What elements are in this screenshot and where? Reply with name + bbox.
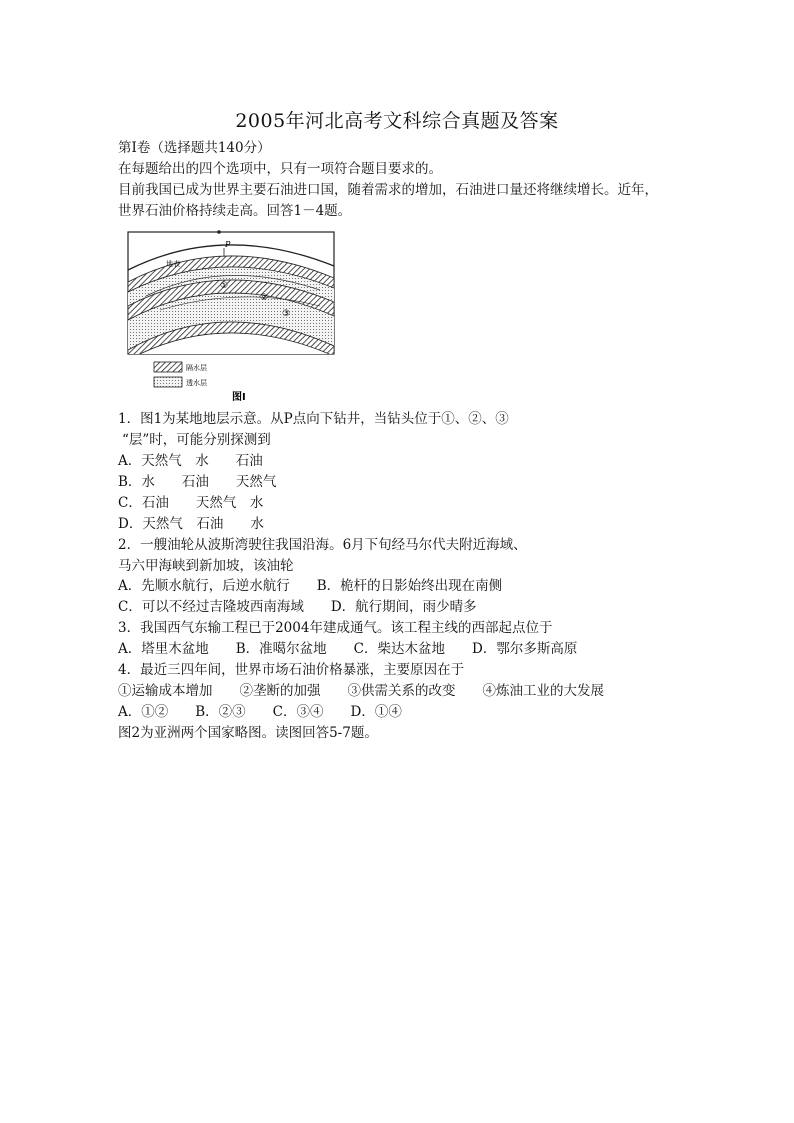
legend-swatch-permeable [154,377,182,387]
layer-label-1: ① [220,281,229,291]
question-4-stem: 4．最近三四年间，世界市场石油价格暴涨，主要原因在于 [118,662,465,678]
question-3-stem: 3．我国西气东输工程已于2004年建成通气。该工程主线的西部起点位于 [118,620,553,636]
question-4-options: A．①② B．②③ C．③④ D．①④ [118,704,402,720]
question-1-stem: 1．图1为某地地层示意。从P点向下钻井，当钻头位于①、②、③ [118,411,509,427]
legend-swatch-impermeable [154,362,182,372]
question-2-options-ab: A．先顺水航行，后逆水航行 B．桅杆的日影始终出现在南侧 [118,578,503,594]
instruction-text: 在每题给出的四个选项中，只有一项符合题目要求的。 [118,161,442,177]
question-2-stem: 2．一艘油轮从波斯湾驶往我国沿海。6月下旬经马尔代夫附近海域、 [118,537,527,553]
question-2-stem-cont: 马六甲海峡到新加坡，该油轮 [118,558,294,574]
figure-1-strata-diagram [120,226,340,404]
question-1-option-b: B．水 石油 天然气 [118,474,277,490]
page-title: 2005年河北高考文科综合真题及答案 [235,110,559,132]
intro-paragraph-line-1: 目前我国已成为世界主要石油进口国，随着需求的增加，石油进口量还将继续增长。近年， [118,182,658,198]
surface-label: 地表 [166,260,180,268]
legend-label-permeable: 透水层 [186,379,207,387]
question-3-options: A．塔里木盆地 B．准噶尔盆地 C．柴达木盆地 D．鄂尔多斯高原 [118,641,578,657]
layer-label-2: ② [260,293,269,303]
intro-paragraph-line-2: 世界石油价格持续走高。回答1－4题。 [118,203,352,219]
legend-label-impermeable: 隔水层 [186,364,207,372]
question-1-option-a: A．天然气 水 石油 [118,453,263,469]
figure-caption: 图Ⅰ [232,392,246,403]
question-1-option-c: C．石油 天然气 水 [118,495,264,511]
layer-label-3: ③ [282,309,291,319]
question-4-statements: ①运输成本增加 ②垄断的加强 ③供需关系的改变 ④炼油工业的大发展 [118,683,604,699]
question-1-option-d: D．天然气 石油 水 [118,516,264,532]
question-2-options-cd: C．可以不经过吉隆坡西南海域 D．航行期间，雨少晴多 [118,599,477,615]
figure-2-intro: 图2为亚洲两个国家略图。读图回答5-7题。 [118,725,378,741]
question-1-stem-cont: “层”时，可能分别探测到 [122,432,271,448]
point-label: P [225,240,231,249]
drill-point-marker [217,230,221,234]
section-header: 第Ⅰ卷（选择题共140分） [118,140,271,156]
